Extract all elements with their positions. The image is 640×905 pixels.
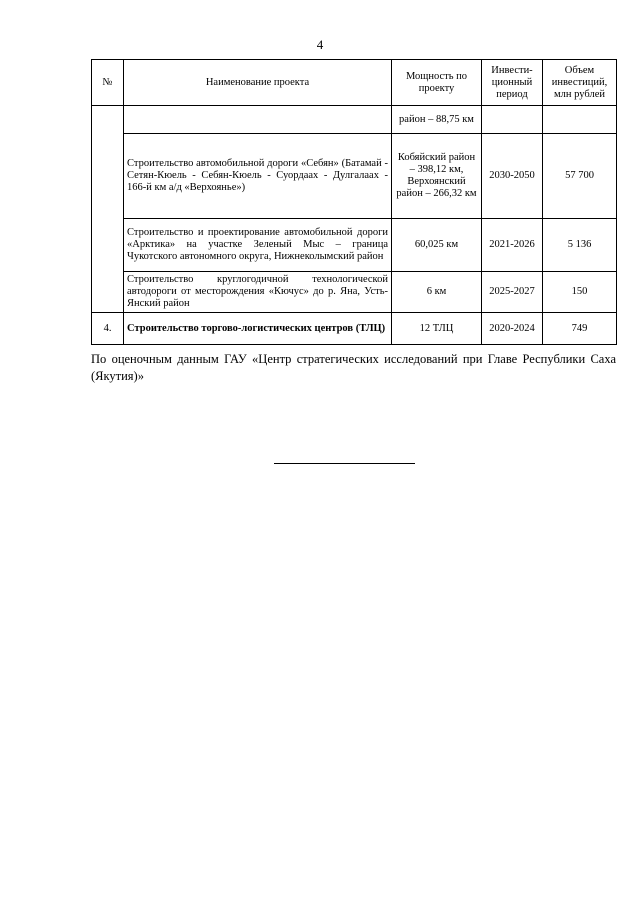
table-header-row bbox=[92, 60, 617, 106]
period-cell: 2021-2026 bbox=[482, 219, 543, 272]
page-number: 4 bbox=[316, 37, 324, 52]
source-footnote: По оценочным данным ГАУ «Центр стратегических исследований при Главе Республики Саха (Якутия)» bbox=[91, 352, 616, 383]
period-cell: 2030-2050 bbox=[482, 134, 543, 219]
header-investment-period: Инвести-ционный период bbox=[482, 60, 543, 106]
header-investment-volume: Объем инвестиций, млн рублей bbox=[543, 60, 617, 106]
project-name-cell: Строительство автомобильной дороги «Себян» (Батамай - Сетян-Кюель - Себян-Кюель - Суордаах - Дулгалаах - 166-й км а/д «Верхоянье») bbox=[124, 134, 392, 219]
table-row bbox=[92, 313, 617, 345]
header-number: № bbox=[92, 60, 124, 106]
header-project-name: Наименование проекта bbox=[124, 60, 392, 106]
volume-cell: 5 136 bbox=[543, 219, 617, 272]
project-name-cell: Строительство круглогодичной технологической автодороги от месторождения «Кючус» до р. Яна, Усть-Янский район bbox=[124, 272, 392, 313]
row-number-cell: 4. bbox=[92, 313, 124, 345]
volume-cell: 749 bbox=[543, 313, 617, 345]
capacity-cell: район – 88,75 км bbox=[392, 106, 482, 134]
project-name-cell: Строительство торгово-логистических центров (ТЛЦ) bbox=[124, 313, 392, 345]
closing-divider-line bbox=[274, 463, 415, 464]
table-row bbox=[92, 272, 617, 313]
volume-cell: 150 bbox=[543, 272, 617, 313]
volume-cell: 57 700 bbox=[543, 134, 617, 219]
capacity-cell: 60,025 км bbox=[392, 219, 482, 272]
project-name-cell bbox=[124, 106, 392, 134]
period-cell bbox=[482, 106, 543, 134]
period-cell: 2025-2027 bbox=[482, 272, 543, 313]
capacity-cell: 12 ТЛЦ bbox=[392, 313, 482, 345]
header-capacity: Мощность по проекту bbox=[392, 60, 482, 106]
period-cell: 2020-2024 bbox=[482, 313, 543, 345]
row-number-cell bbox=[92, 106, 124, 313]
volume-cell bbox=[543, 106, 617, 134]
table-row bbox=[92, 106, 617, 134]
projects-table bbox=[91, 59, 617, 345]
capacity-cell: Кобяйский район – 398,12 км, Верхоянский район – 266,32 км bbox=[392, 134, 482, 219]
table-row bbox=[92, 134, 617, 219]
project-name-cell: Строительство и проектирование автомобильной дороги «Арктика» на участке Зеленый Мыс – граница Чукотского автономного округа, Нижнеколымский район bbox=[124, 219, 392, 272]
capacity-cell: 6 км bbox=[392, 272, 482, 313]
table-row bbox=[92, 219, 617, 272]
